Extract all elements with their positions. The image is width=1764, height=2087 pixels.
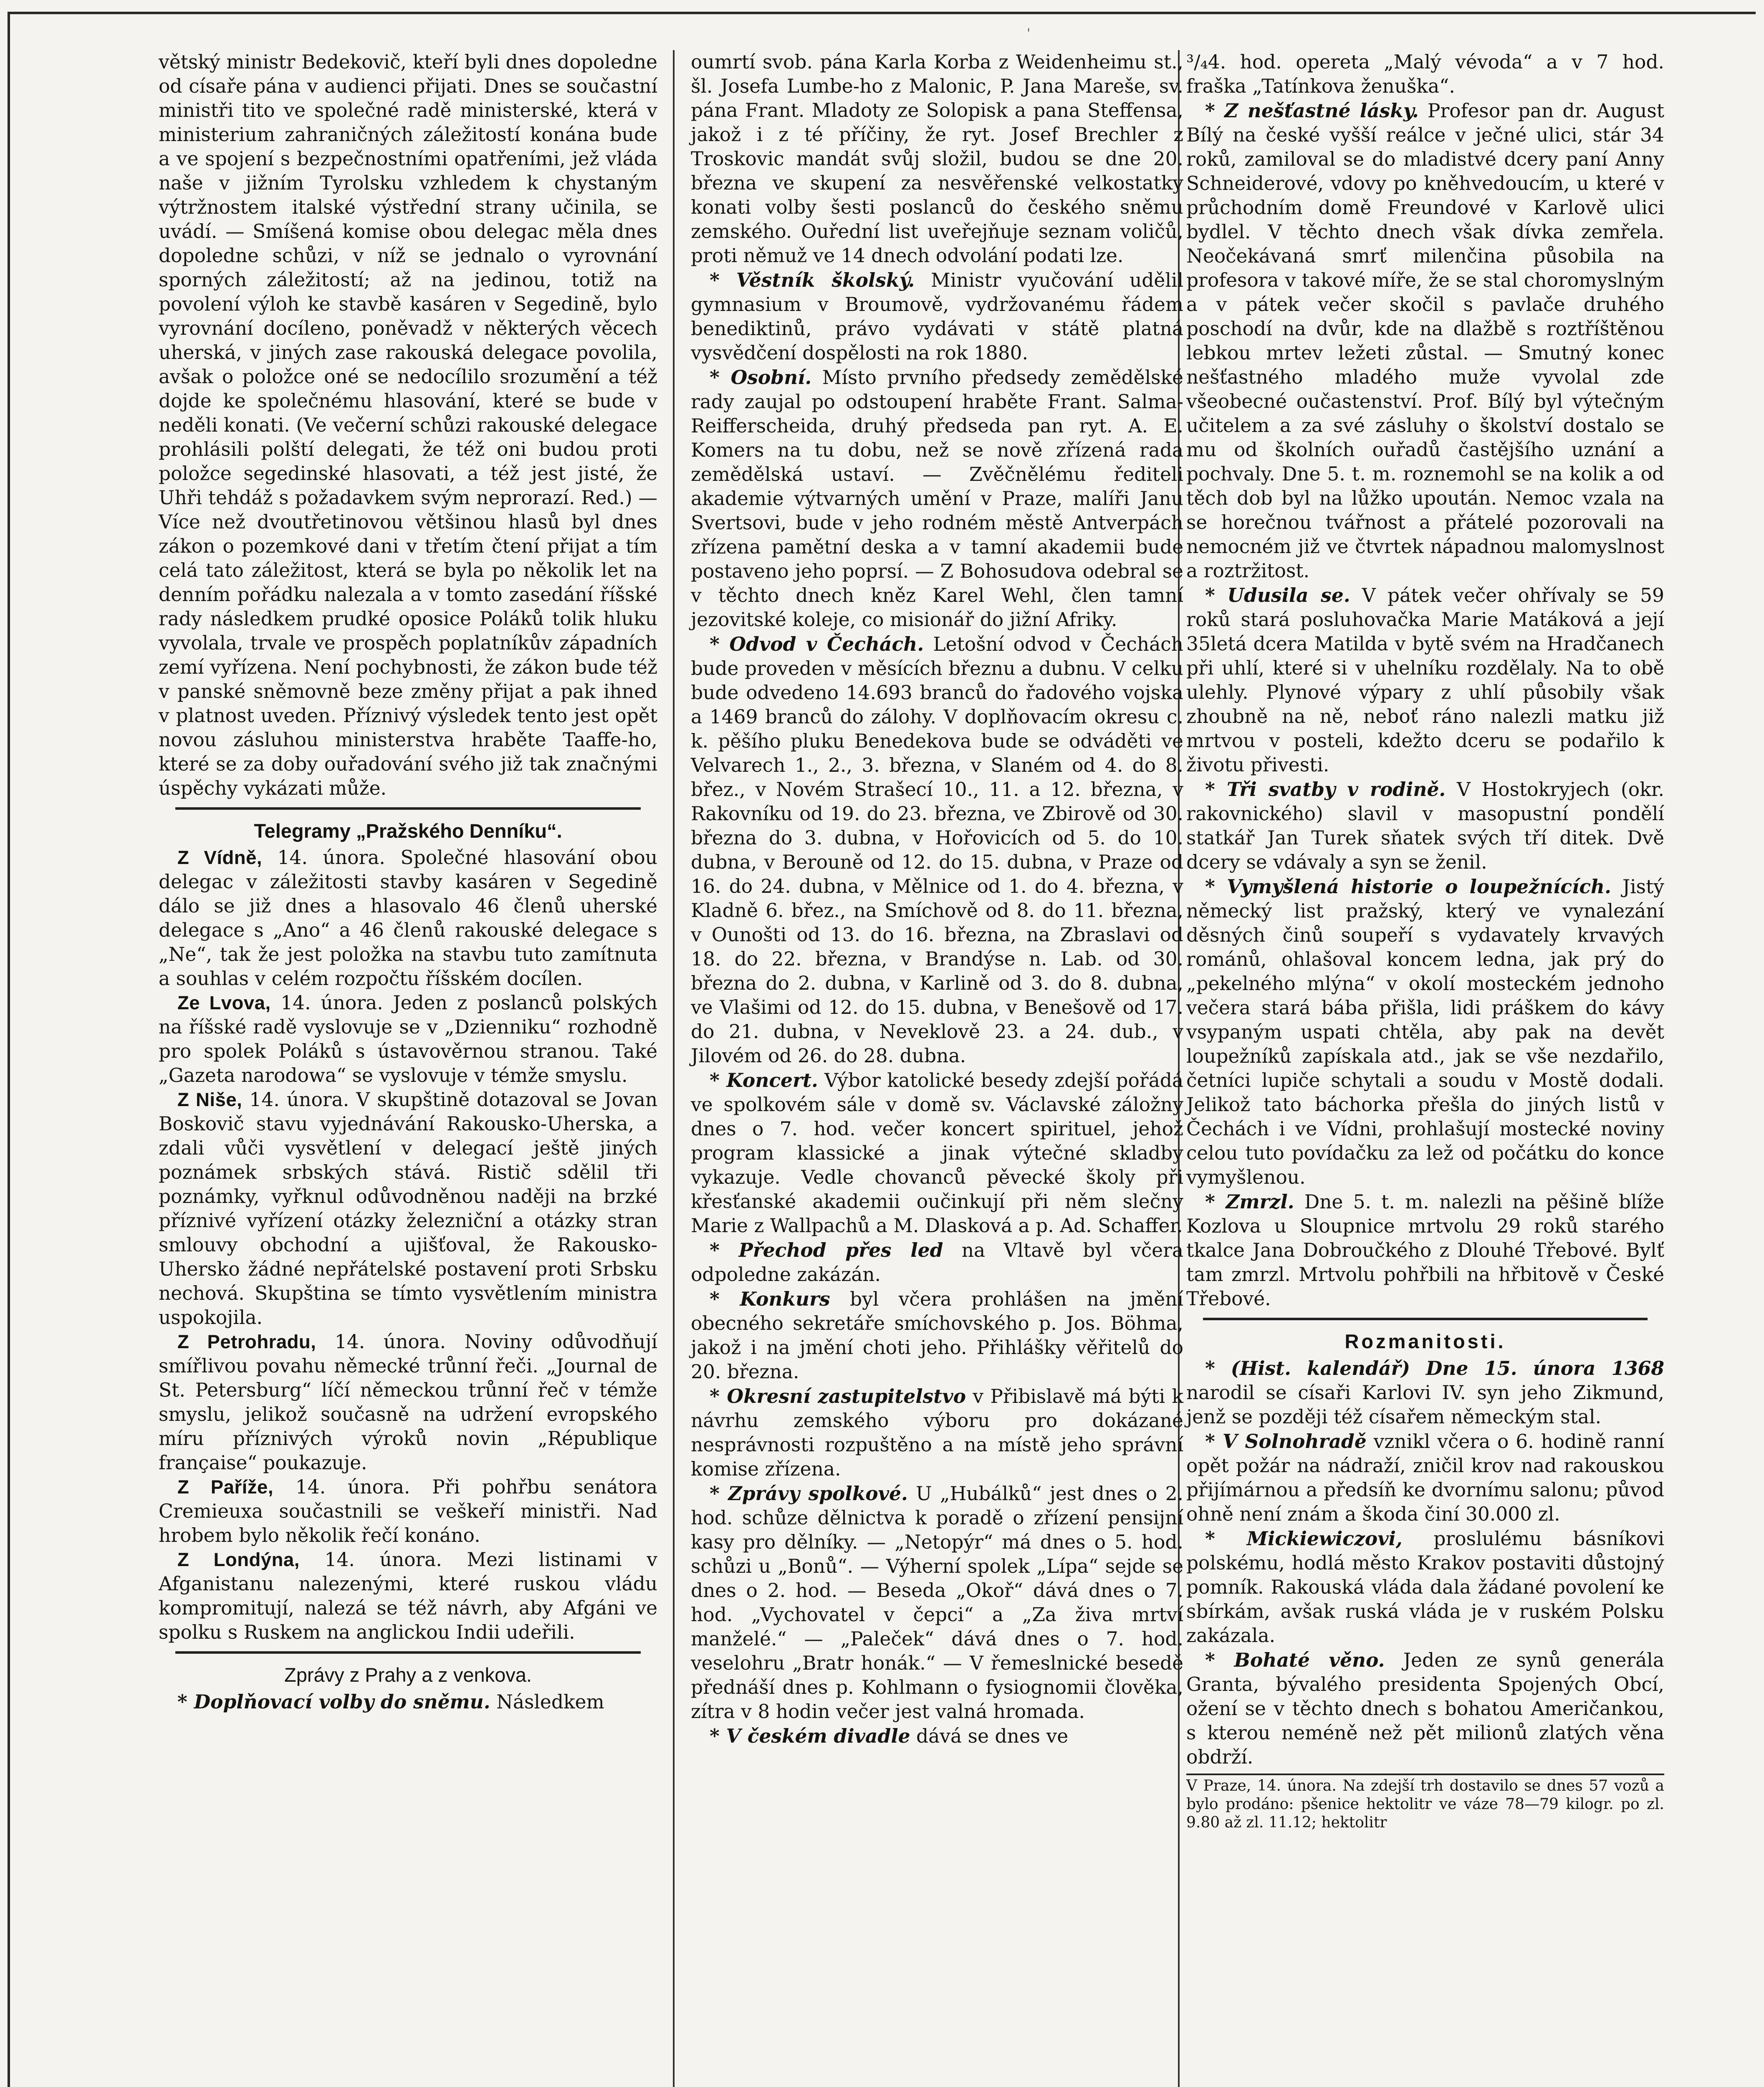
misc-lead: * (Hist. kalendář) Dne 15. února 1368 (1205, 1357, 1664, 1380)
news-lead: * Odvod v Čechách. (710, 633, 924, 655)
news-text: Profesor pan dr. August Bílý na české vyšší reálce v ječné ulici, stár 34 roků, zamiloval se do mladistvé dcery paní Anny Schneiderové, vdovy po kněhvedoucím, u které v průchodním domě Freundové v Karlově ulici bydlel. V těchto dnech však dívka zemřela. Neočekávaná smrť milenčina působila na profesora v takové míře, že se stal choromyslným a v pátek večer skočil s pavlače druhého poschodí na dvůr, kde na dlažbě s roztříštěnou lebkou mrtev ležeti zůstal. — Smutný konec nešťastného mladého muže vyvolal zde všeobecné oučastenství. Prof. Bílý byl výtečným učitelem a za své zásluhy o školství dostalo se mu od školních ouřadů častějšího uznání a pochvaly. Dne 5. t. m. roznemohl se na kolik a od těch dob byl na lůžko upoután. Nemoc vzala na se horečnou tvářnost a přátelé pozorovali na nemocném již ve čtvrtek nápadnou malomyslnost a roztržitost. (1186, 100, 1664, 582)
misc-list (1186, 1356, 1664, 1769)
news-text: na Vltavě byl včera odpoledne zakázán. (691, 1239, 1183, 1286)
news-text: v Přibislavě má býti k návrhu zemského výboru pro dokázané nesprávnosti rozpuštěno a na místě jeho správní komise zřízena. (691, 1385, 1183, 1480)
news-item (691, 268, 1183, 365)
article-ministers (159, 50, 657, 801)
news-lead: * Koncert. (710, 1069, 818, 1092)
separator (1203, 1318, 1648, 1320)
telegram-london (159, 1548, 657, 1645)
news-item (1186, 777, 1664, 874)
telegram-place: Z Paříže, (177, 1476, 273, 1498)
misc-lead: * V Solnohradě (1205, 1430, 1367, 1453)
news-item (159, 1690, 657, 1714)
section-title-telegrams: Telegramy „Pražského Denníku“. (254, 820, 562, 842)
article-text: oumrtí svob. pána Karla Korba z Weidenheimu st., šl. Josefa Lumbe-ho z Malonic, P. Jana Mareše, sv. pána Frant. Mladoty ze Solopisk a pana Steffensa, jakož i z té příčiny, že ryt. Josef Brechler z Troskovic mandát svůj složil, budou se dne 20. března ve skupení za nesvěřenské velkostatky konati volby šesti poslanců do českého sněmu zemského. Ouřední list uveřejňuje seznam voličů, proti němuž ve 14 dnech odvolání podati lze. (691, 51, 1183, 267)
news-text: U „Hubálků“ jest dnes o 2. hod. schůze dělnictva k poradě o zřízení pensijní kasy pro dělníky. — „Netopýr“ má dnes o 5. hod. schůzi u „Bonů“. — Výherní spolek „Lípa“ sejde se dnes o 2. hod. — Beseda „Okoř“ dává dnes o 7. hod. „Vychovatel v čepci“ a „Za živa mrtví manželé.“ — „Paleček“ dává dnes o 7. hod. veselohru „Bratr honák.“ — V řemeslnické besedě přednáší dnes p. Kohlmann o fysiognomii člověka, zítra v 8 hodin večer jest valná hromada. (691, 1483, 1183, 1723)
news-text: Letošní odvod v Čechách bude proveden v měsících březnu a dubnu. V celku bude odvedeno 14.693 branců do řadového vojska a 1469 branců do zálohy. V doplňovacím okresu c. k. pěšího pluku Benedekova bude se odváděti ve Velvarech 1., 2., 3. března, v Slaném od 4. do 8. břez., v Novém Strašecí 10., 11. a 12. března, v Rakovníku od 19. do 23. března, ve Zbirově od 30. března do 3. dubna, v Hořovicích od 5. do 10. dubna, v Berouně od 12. do 15. dubna, v Praze od 16. do 24. dubna, v Mělnice od 1. do 4. března, v Kladně 6. břez., na Smíchově od 8. do 11. března, v Ounošti od 13. do 16. března, na Zbraslavi od 18. do 22. března, v Brandýse n. Lab. od 30. března do 2. dubna, v Karlině od 3. do 8. dubna, ve Vlašimi od 12. do 15. dubna, v Benešově od 17. do 21. dubna, v Neveklově 23. a 24. dub., v Jilovém od 26. do 28. dubna. (691, 633, 1183, 1067)
news-item (1186, 583, 1664, 777)
news-lead: * Vymyšlená historie o loupežnících. (1205, 875, 1611, 898)
telegram-place: Z Londýna, (177, 1549, 300, 1570)
news-lead: * V českém divadle (710, 1725, 910, 1747)
telegram-paris (159, 1475, 657, 1548)
news-item (691, 632, 1183, 1068)
news-text: Dne 5. t. m. nalezli na pěšině blíže Kozlova u Sloupnice mrtvolu 29 roků starého tkalce Jana Dobroučkého z Dlouhé Třebové. Bylť tam zmrzl. Mrtvolu pohřbili na hřbitově v České Třebové. (1186, 1191, 1664, 1310)
misc-item (1186, 1648, 1664, 1769)
telegram-text: 14. února. Jeden z poslanců polských na říšské radě vyslovuje se v „Dzienniku“ rozhodně pro spolek Poláků s ústavověrnou stranou. Také „Gazeta narodowa“ se vyslovuje v témže smyslu. (159, 992, 657, 1086)
separator (175, 1651, 641, 1654)
news-text: V pátek večer ohřívaly se 59 roků stará posluhovačka Marie Matáková a její 35letá dcera Matilda v bytě svém na Hradčanech při uhlí, které si v uhelníku rozdělaly. Na to obě ulehly. Plynové výpary z uhlí působily však zhoubně na ně, neboť ráno nalezli matku již mrtvou v posteli, kdežto dceru se podařilo k životu přivesti. (1186, 584, 1665, 776)
misc-text: Jeden ze synů generála Granta, bývalého presidenta Spojených Obcí, ožení se v těchto dnech s bohatou Američankou, s kterou neméně než pět milionů zlatých věna obdrží. (1186, 1649, 1664, 1768)
news-text: Místo prvního předsedy zemědělské rady zaujal po odstoupení hraběte Frant. Salma-Reifferscheida, druhý předseda pan ryt. A. E. Komers na tu dobu, než se nově zřízená rada zemědělská ustaví. — Zvěčnělému řediteli akademie výtvarných umění v Praze, malíři Janu Svertsovi, bude v jeho rodném městě Antverpách zřízena pamětní deska a v tamní akademii bude postaveno jeho poprsí. — Z Bohosudova odebral se v těchto dnech kněz Karel Wehl, člen tamní jezovitské koleje, co misionář do jižní Afriky. (691, 366, 1183, 631)
article-theatre-cont (1186, 50, 1664, 99)
news-lead: * Z nešťastné lásky. (1205, 99, 1419, 122)
misc-lead: * Bohaté věno. (1205, 1649, 1385, 1671)
separator (175, 807, 641, 810)
news-list (691, 268, 1183, 1748)
telegram-place: Z Vídně, (177, 847, 263, 868)
section-title-misc: Rozmanitosti. (1344, 1330, 1506, 1352)
news-lead: * Věstník školský. (710, 269, 915, 291)
news-text: Následkem (490, 1691, 604, 1713)
misc-text: vznikl včera o 6. hodině ranní opět požár na nádraží, zničil krov nad rakouskou přijímárnou a předsíň ke dvornímu salonu; původ ohně není znám a škoda činí 30.000 zl. (1186, 1430, 1664, 1525)
news-text: Ministr vyučování udělil gymnasium v Broumově, vydržovanému řádem benediktinů, právo vydávati v státě platná vysvědčení dospělosti na rok 1880. (691, 269, 1183, 364)
news-item (691, 1724, 1183, 1748)
telegram-text: 14. února. Noviny odůvodňují smířlivou povahu německé trůnní řeči. „Journal de St. Petersburg“ líčí německou trůnní řeč v témže smyslu, jelikož současně na udržení evropského míru příznivých výroků novin „République française“ poukazuje. (159, 1331, 658, 1474)
misc-text: narodil se císaři Karlovi IV. syn jeho Zikmund, jenž se později též císařem německým stal. (1186, 1382, 1664, 1428)
news-lead: * Zprávy spolkové. (710, 1482, 908, 1505)
news-item (1186, 1190, 1664, 1311)
news-text: V Hostokryjech (okr. rakovnického) slavil v masopustní pondělí statkář Jan Turek sňatek svých tří ditek. Dvě dcery se vdávaly a syn se ženil. (1186, 778, 1664, 873)
telegram-text: 14. února. Mezi listinami v Afganistanu nalezenými, které ruskou vládu kompromitují, nalezá se též návrh, aby Afgáni ve spolku s Ruskem na anglickou Indii udeřili. (159, 1549, 658, 1643)
telegrams (159, 846, 657, 1645)
article-elections-cont (691, 50, 1183, 268)
telegram-text: 14. února. V skupštině dotazoval se Jovan Boskovič stavu vyjednávání Rakousko-Uherska, a zdali vůči vysvětlení v delegací ještě jiných poznámek srbských stává. Ristič sdělil tři poznámky, vyřknul odůvodněnou naději na brzké příznivé vyřízení otázky železniční a otázky stran smlouvy obchodní a ujišťoval, že Rakousko-Uhersko žádné nepřátelské postavení proti Srbsku nechová. Skupština se tímto vysvětlením ministra uspokojila. (159, 1089, 658, 1329)
news-item (691, 1238, 1183, 1287)
misc-text: proslulému básníkovi polskému, hodlá město Krakov postaviti důstojný pomník. Rakouská vláda dala žádané povolení ke sbírkám, avšak ruská vláda je v ruském Polsku zakázala. (1186, 1528, 1664, 1647)
news-item (1186, 99, 1664, 583)
telegram-place: Z Petrohradu, (177, 1331, 316, 1352)
telegram-vienna (159, 846, 657, 991)
misc-item (1186, 1356, 1664, 1429)
misc-item (1186, 1429, 1664, 1526)
telegram-nis (159, 1088, 657, 1330)
telegram-text: 14. února. Při pohřbu senátora Cremieuxa součastnili se veškeří ministři. Nad hrobem bylo několik řečí konáno. (159, 1476, 657, 1546)
telegram-place: Z Niše, (177, 1089, 243, 1110)
news-lead: * Zmrzl. (1205, 1190, 1294, 1213)
news-lead: * Okresní zastupitelstvo (710, 1385, 966, 1407)
section-title-news: Zprávy z Prahy a z venkova. (284, 1664, 532, 1686)
news-item (691, 1287, 1183, 1384)
news-elections (159, 1690, 657, 1714)
news-lead: * Doplňovací volby do sněmu. (177, 1690, 490, 1713)
news-item (691, 1384, 1183, 1481)
news-lead: * Tři svatby v rodině. (1205, 778, 1446, 801)
news-lead: * Přechod přes led (710, 1239, 943, 1261)
news-text: Jistý německý list pražský, který ve vynalezání děsných činů soupeří s vydavately krvavých románů, ohlašoval koncem ledna, jak prý do „pekelného mlýna“ v okolí mosteckém jednoho večera stará bába přišla, lidi práškem do kávy vsypaným uspati chtěla, aby pak na devět loupežníků zapískala atd., jak se vše nezdařilo, četníci lupiče schytali a soudu v Mostě dodali. Jelikož tato báchorka přešla do jiných listů v Čechách i ve Vídni, prohlašují mostecké noviny celou tuto povídačku za lež od počátku do konce vymyšlenou. (1186, 876, 1664, 1188)
misc-lead: * Mickiewiczovi, (1205, 1527, 1403, 1550)
news-item (691, 1068, 1183, 1238)
news-text: Výbor katolické besedy zdejší pořádá ve spolkovém sále v domě sv. Václavské záložny dnes o 7. hod. večer koncert spirituel, jehož program klassické a jinak výtečné skladby vykazuje. Vedle chovanců pěvecké školy při křesťanské akademii oučinkují při něm slečny Marie z Wallpachů a M. Dlasková a p. Ad. Schaffer. (691, 1069, 1184, 1237)
column-divider-1 (673, 50, 675, 2087)
corner-mark: ' (1027, 26, 1031, 40)
market-report: V Praze, 14. února. Na zdejší trh dostavilo se dnes 57 vozů a bylo prodáno: pšenice hektolitr ve váze 78—79 kilogr. po zl. 9.80 až zl. 11.12; hektolitr (1186, 1774, 1664, 1832)
news-lead: * Osobní. (710, 366, 812, 389)
misc-item (1186, 1526, 1664, 1648)
news-item (691, 365, 1183, 632)
news-lead: * Udusila se. (1205, 584, 1350, 606)
column-1 (159, 50, 657, 1714)
article-text: ³/₄4. hod. opereta „Malý vévoda“ a v 7 hod. fraška „Tatínkova ženuška“. (1186, 51, 1664, 97)
news-item (1186, 874, 1664, 1190)
telegram-text: 14. února. Společné hlasování obou delegac v záležitosti stavby kasáren v Segedině dálo se již dnes a hlasovalo 46 členů uherské delegace s „Ano“ a 46 členů rakouské delegace s „Ne“, tak že jest položka na stavbu tuto zamítnuta a souhlas v celém rozpočtu říšském docílen. (159, 846, 657, 990)
news-text: dává se dnes ve (910, 1725, 1069, 1747)
column-2 (691, 50, 1183, 1748)
news-item (691, 1481, 1183, 1724)
news-list (1186, 99, 1664, 1311)
telegram-lviv (159, 991, 657, 1088)
telegram-place: Ze Lvova, (177, 992, 271, 1013)
article-text: větský ministr Bedekovič, kteří byli dnes dopoledne od císaře pána v audienci přijati. Dnes se součastní ministři tito ve společné radě ministerské, která v ministerium zahraničných záležitostí konána bude a ve spojení s bezpečnostními opatřeními, jež vláda naše v jižním Tyrolsku vzhledem k chystaným výtržnostem italské výstřední strany učinila, se uvádí. — Smíšená komise obou delegac měla dnes dopoledne schůzi, v níž se jednalo o vyrovnání sporných záležitostí; až na jedinou, totiž na povolení výloh ke stavbě kasáren v Segedině, bylo vyrovnání docíleno, poněvadž v některých věcech uherská, v jiných zase rakouská delegace povolila, avšak o položce oné se nedocílilo srozumění a též dojde ke společnému hlasování, které se bude v neděli konati. (Ve večerní schůzi rakouské delegace prohlásili polští delegati, že též oni budou proti položce segedinské hlasovati, a též jest jisté, že Uhři tehdáž s požadavkem svým neprorazí. Red.) — Více než dvoutřetinovou většinou hlasů byl dnes zákon o pozemkové dani v třetím čtení přijat a tím celá tato záležitost, která se byla po několik let na denním pořádku nalezala a v tomto zasedání říšské rady následkem prudké oposice Poláků tolik hluku vyvolala, trvale ve prospěch poplatníkův západních zemí vyřízena. Není pochybnosti, že zákon bude též v panské sněmovně beze změny přijat a pak ihned v platnost uveden. Příznivý výsledek tento jest opět novou zásluhou ministerstva hraběte Taaffe-ho, které se za doby ouřadování svého již tak značnými úspěchy vykázati může. (159, 51, 657, 799)
news-lead: * Konkurs (710, 1288, 830, 1310)
column-3 (1186, 50, 1664, 1832)
telegram-petersburg (159, 1330, 657, 1475)
news-text: byl včera prohlášen na jmění obecného sekretáře smíchovského p. Jos. Böhma, jakož i na jmění choti jeho. Přihlášky věřitelů do 20. března. (691, 1288, 1183, 1383)
